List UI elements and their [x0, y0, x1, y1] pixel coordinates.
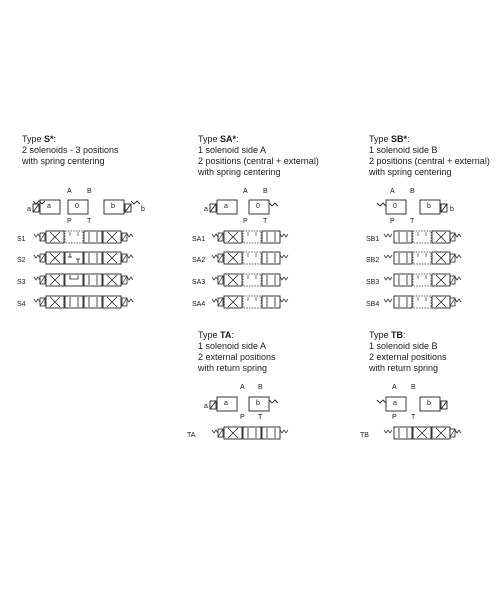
- type-sa-row-label-2: SA2: [192, 257, 206, 264]
- type-tb-main-symbol: [376, 395, 456, 413]
- type-sa-port-p: P: [243, 218, 248, 225]
- type-sa-row-label-1: SA1: [192, 236, 206, 243]
- type-sa-row-symbol-4: [210, 294, 290, 310]
- type-sb-header: [369, 134, 490, 178]
- type-tb-port-t: T: [411, 414, 416, 421]
- type-s-box-b: b: [111, 203, 115, 210]
- type-s-title: Type S*:: [22, 134, 57, 144]
- type-sb-port-b: B: [410, 188, 415, 195]
- type-s-row-label-2: S2: [17, 257, 26, 264]
- type-sb-row-label-4: SB4: [366, 301, 380, 308]
- type-ta-row-symbol: [210, 425, 290, 441]
- type-sb-main-symbol: [376, 198, 456, 216]
- type-ta-port-b: B: [258, 384, 263, 391]
- type-tb-row-symbol: [382, 425, 462, 441]
- type-sb-box-0: 0: [393, 203, 397, 210]
- type-sb-row-symbol-3: [382, 272, 462, 288]
- type-sa-title: Type SA*:: [198, 134, 239, 144]
- type-sa-row-symbol-2: [210, 250, 290, 266]
- type-ta-port-a: A: [240, 384, 245, 391]
- type-tb-header: [369, 330, 447, 374]
- type-sb-box-b: b: [427, 203, 431, 210]
- type-sa-row-label-3: SA3: [192, 279, 206, 286]
- type-ta-desc-1: 1 solenoid side A: [198, 341, 267, 351]
- type-s-side-a: a: [27, 206, 31, 213]
- type-ta-main-symbol: [209, 395, 289, 413]
- type-ta-box-a: a: [224, 400, 228, 407]
- type-tb-box-a: a: [393, 400, 397, 407]
- type-sa-header: [198, 134, 319, 178]
- type-sa-row-symbol-3: [210, 272, 290, 288]
- type-s-box-0: 0: [75, 203, 79, 210]
- type-sb-row-symbol-4: [382, 294, 462, 310]
- type-ta-side-a: a: [204, 403, 208, 410]
- type-ta-row-label: TA: [187, 432, 196, 439]
- type-sb-row-symbol-2: [382, 250, 462, 266]
- type-s-row-label-1: S1: [17, 236, 26, 243]
- type-s-port-t: T: [87, 218, 92, 225]
- type-s-port-b: B: [87, 188, 92, 195]
- type-tb-box-b: b: [427, 400, 431, 407]
- type-tb-port-p: P: [392, 414, 397, 421]
- type-ta-port-p: P: [240, 414, 245, 421]
- type-s-row-label-3: S3: [17, 279, 26, 286]
- type-sb-desc-1: 1 solenoid side B: [369, 145, 438, 155]
- type-sb-port-a: A: [390, 188, 395, 195]
- type-s-desc-1: 2 solenoids - 3 positions: [22, 145, 119, 155]
- type-sb-port-p: P: [390, 218, 395, 225]
- type-s-port-p: P: [67, 218, 72, 225]
- type-ta-header: [198, 330, 276, 374]
- type-s-desc-2: with spring centering: [22, 156, 105, 166]
- type-sa-row-label-4: SA4: [192, 301, 206, 308]
- type-sb-title: Type SB*:: [369, 134, 410, 144]
- type-tb-port-a: A: [392, 384, 397, 391]
- type-ta-desc-3: with return spring: [198, 363, 268, 373]
- type-tb-desc-1: 1 solenoid side B: [369, 341, 438, 351]
- type-sa-row-symbol-1: [210, 229, 290, 245]
- type-sa-desc-1: 1 solenoid side A: [198, 145, 267, 155]
- type-sa-port-t: T: [263, 218, 268, 225]
- type-tb-desc-2: 2 external positions: [369, 352, 447, 362]
- type-s-row-label-4: S4: [17, 301, 26, 308]
- type-ta-port-t: T: [258, 414, 263, 421]
- type-ta-desc-2: 2 external positions: [198, 352, 276, 362]
- type-sb-desc-2: 2 positions (central + external): [369, 156, 490, 166]
- type-s-row-symbol-3: [32, 272, 132, 288]
- type-tb-desc-3: with return spring: [369, 363, 439, 373]
- type-sb-side-b: b: [450, 206, 454, 213]
- type-tb-port-b: B: [411, 384, 416, 391]
- type-sb-port-t: T: [410, 218, 415, 225]
- type-sb-desc-3: with spring centering: [369, 167, 452, 177]
- type-sa-desc-2: 2 positions (central + external): [198, 156, 319, 166]
- type-s-row-symbol-2: [32, 250, 132, 266]
- type-s-side-b: b: [141, 206, 145, 213]
- type-sb-row-label-3: SB3: [366, 279, 380, 286]
- type-sb-row-label-1: SB1: [366, 236, 380, 243]
- type-sa-main-symbol: [209, 198, 289, 216]
- type-tb-title: Type TB:: [369, 330, 406, 340]
- type-sa-port-b: B: [263, 188, 268, 195]
- type-sb-row-label-2: SB2: [366, 257, 380, 264]
- type-sb-row-symbol-1: [382, 229, 462, 245]
- type-sa-box-0: 0: [256, 203, 260, 210]
- type-s-row-symbol-4: [32, 294, 132, 310]
- type-sa-box-a: a: [224, 203, 228, 210]
- type-s-box-a: a: [47, 203, 51, 210]
- type-ta-box-b: b: [256, 400, 260, 407]
- type-sa-desc-3: with spring centering: [198, 167, 281, 177]
- type-s-row-symbol-1: [32, 229, 132, 245]
- type-ta-title: Type TA:: [198, 330, 234, 340]
- type-tb-row-label: TB: [360, 432, 369, 439]
- type-s-port-a: A: [67, 188, 72, 195]
- type-sa-port-a: A: [243, 188, 248, 195]
- type-sa-side-a: a: [204, 206, 208, 213]
- type-s-header: [22, 134, 119, 167]
